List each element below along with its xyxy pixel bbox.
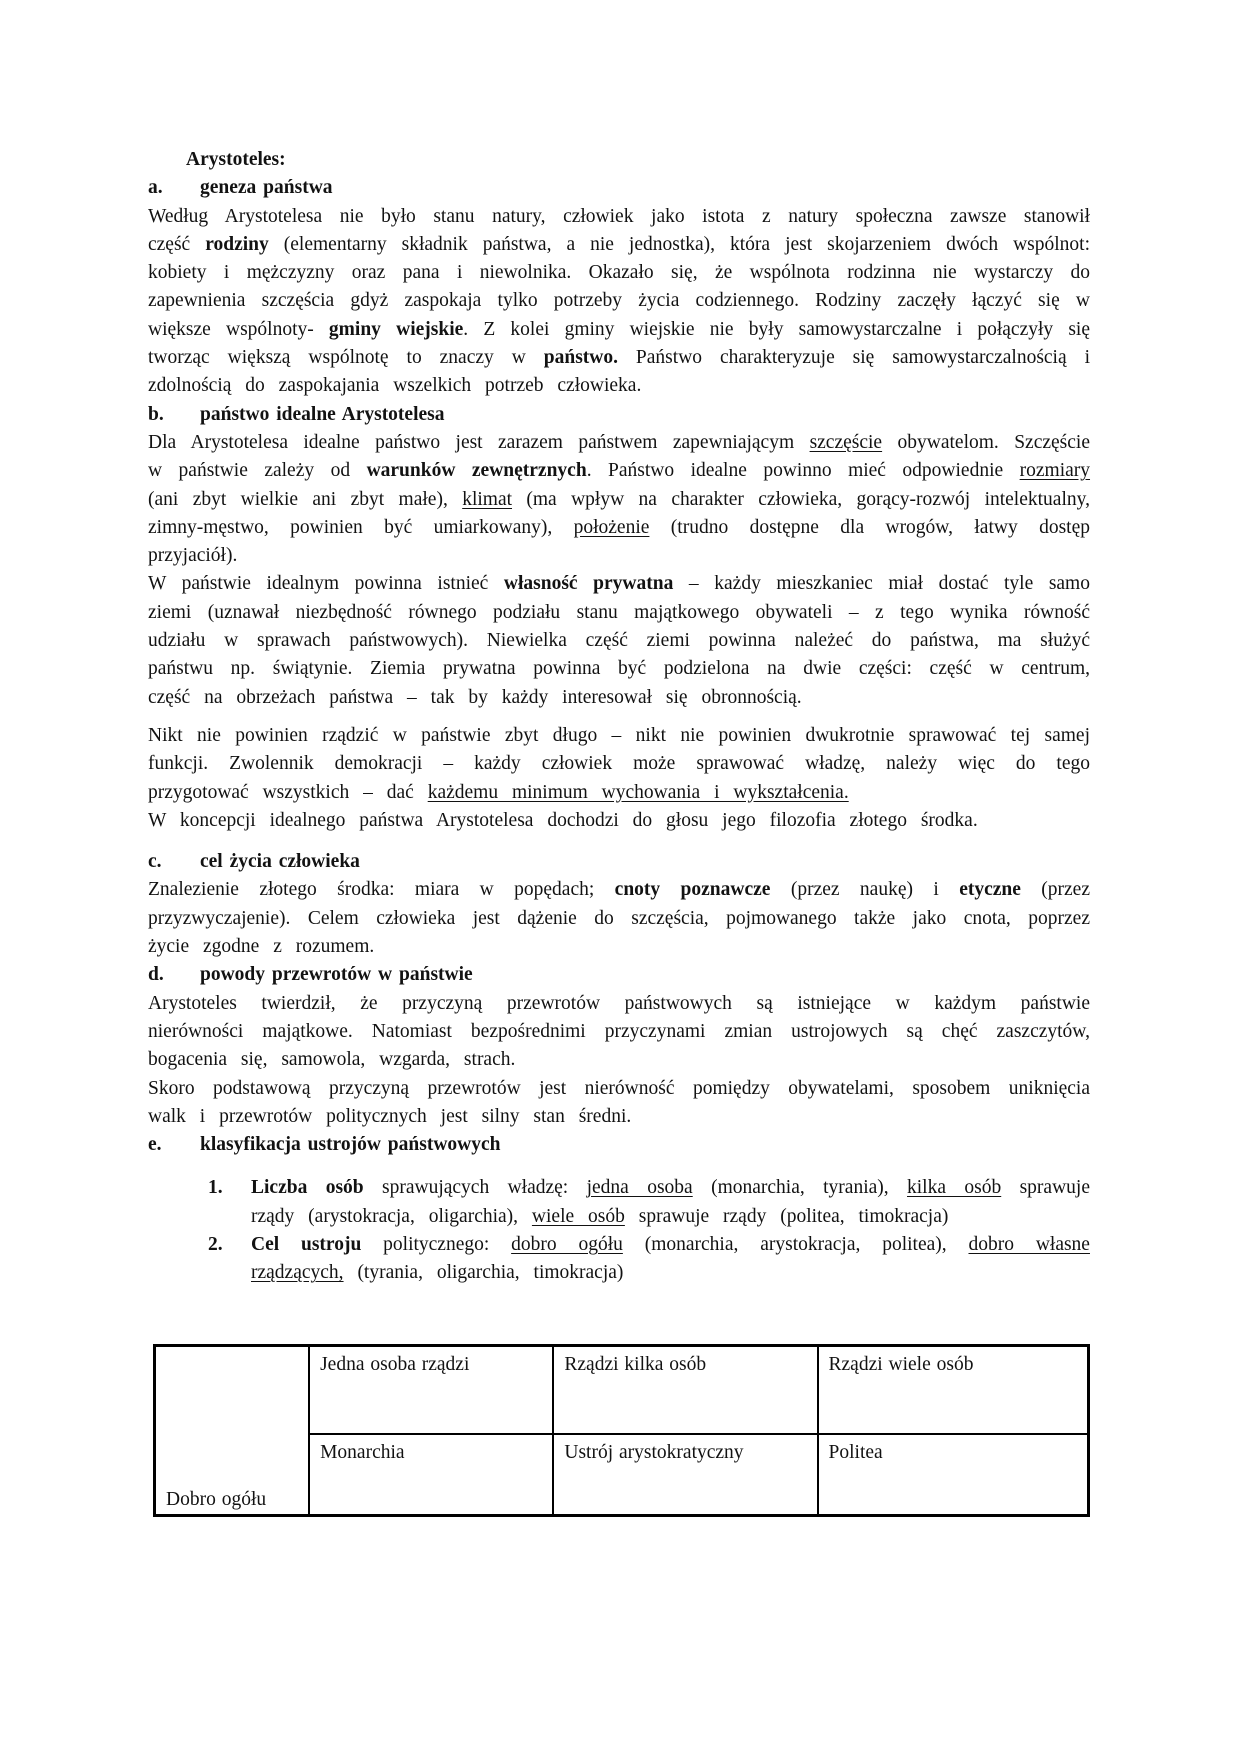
list-item <box>148 1174 1090 1231</box>
list-item-text <box>251 1231 1090 1288</box>
text-segment: wiele osób <box>531 1205 625 1227</box>
section-letter: d. <box>148 964 164 986</box>
text-segment: (przez naukę) i <box>770 879 960 901</box>
text-segment: (tyrania, oligarchia, timokracja) <box>343 1262 624 1284</box>
text-segment: dobro własne rządzących, <box>251 1233 1090 1284</box>
text-segment: własność prywatna <box>503 573 674 595</box>
table-cell: Rządzi kilka osób <box>553 1345 817 1434</box>
text-segment: (przez przyzwyczajenie). Celem człowieka jest dążenie do szczęścia, pojmowanego także jako cnota, poprzez życie zgodne z rozumem. <box>148 879 1090 958</box>
document-content <box>148 174 1090 1516</box>
text-segment: Liczba osób <box>251 1177 364 1199</box>
text-segment: Arystoteles twierdził, że przyczyną przewrotów państwowych są istniejące w każdym państwie nierówności majątkowe. Natomiast bezpośrednimi przyczynami zmian ustrojowych są chęć zaszczytów, bogacenia się, samowola, wzgarda, strach. <box>148 992 1090 1071</box>
section-letter: a. <box>148 177 163 199</box>
text-segment: Skoro podstawową przyczyną przewrotów jest nierówność pomiędzy obywatelami, sposobem uniknięcia walk i przewrotów politycznych jest silny stan średni. <box>148 1077 1090 1127</box>
paragraph <box>148 429 1090 570</box>
section-heading-label: cel życia człowieka <box>200 851 360 873</box>
text-segment: (monarchia, arystokracja, politea), <box>622 1233 969 1255</box>
table-cell: Jedna osoba rządzi <box>309 1345 553 1434</box>
text-segment: rodziny <box>205 233 269 255</box>
section-letter: b. <box>148 403 164 425</box>
text-segment: Państwo charakteryzuje się samowystarczalnością i zdolnością do zaspokajania wszelkich potrzeb człowieka. <box>148 347 1090 397</box>
text-segment: – każdy mieszkaniec miał dostać tyle samo ziemi (uznawał niezbędność równego podziału stanu majątkowego obywateli – z tego wynika równość udziału w sprawach państwowych). Niewielka część ziemi powinna należeć do państwa, ma służyć państwu np. świątynie. Ziemia prywatna powinna być podzielona na dwie części: część w centrum, część na obrzeżach państwa – tak by każdy interesował się obronnością. <box>148 573 1090 708</box>
text-segment: cnoty poznawcze <box>614 879 771 901</box>
text-segment: państwo. <box>543 347 618 369</box>
section-heading <box>148 401 1090 429</box>
section-heading <box>148 1131 1090 1159</box>
text-segment: kilka osób <box>907 1177 1002 1199</box>
list-item-number: 2. <box>208 1233 223 1255</box>
text-segment: szczęście <box>809 431 883 453</box>
text-segment: sprawuje rządy (arystokracja, oligarchia), <box>251 1177 1090 1227</box>
text-segment: (monarchia, tyrania), <box>692 1177 908 1199</box>
text-segment: obywatelom. Szczęście w państwie zależy od <box>148 431 1090 482</box>
classification-table <box>153 1344 1090 1517</box>
paragraph <box>148 722 1090 807</box>
paragraph <box>148 570 1090 711</box>
text-segment: położenie <box>573 516 650 538</box>
paragraph <box>148 203 1090 401</box>
table-cell: Monarchia <box>309 1434 553 1515</box>
list-item-text <box>251 1174 1090 1231</box>
list-item-number: 1. <box>208 1177 223 1199</box>
text-segment: etyczne <box>959 879 1021 901</box>
section-heading-label: geneza państwa <box>200 177 333 199</box>
text-segment: Nikt nie powinien rządzić w państwie zbyt długo – nikt nie powinien dwukrotnie sprawować tej samej funkcji. Zwolennik demokracji – każdy człowiek może sprawować władzę, należy więc do tego przygotować wszystkich – dać <box>148 724 1090 803</box>
section-letter: e. <box>148 1134 162 1156</box>
section-letter: c. <box>148 851 162 873</box>
section-heading-label: powody przewrotów w państwie <box>200 964 473 986</box>
document-content-wrap <box>148 146 1090 1517</box>
text-segment: politycznego: <box>361 1233 512 1255</box>
text-segment: W państwie idealnym powinna istnieć <box>148 573 504 595</box>
text-segment: warunków zewnętrznych <box>366 460 587 482</box>
text-segment: dobro ogółu <box>511 1233 623 1255</box>
text-segment: Cel ustroju <box>251 1233 362 1255</box>
text-segment: klimat <box>462 488 513 510</box>
list-item <box>148 1231 1090 1288</box>
text-segment: (ani zbyt wielkie ani zbyt małe), <box>148 488 463 510</box>
section-heading <box>148 174 1090 202</box>
text-segment: sprawuje rządy (politea, timokracja) <box>624 1205 949 1227</box>
section-heading <box>148 961 1090 989</box>
text-segment: (elementarny składnik państwa, a nie jednostka), która jest skojarzeniem dwóch wspólnot: kobiety i mężczyzny oraz pana i niewolnika. Okazało się, że wspólnota rodzinna nie wystarczy do zapewnienia szczęścia gdyż zaspokaja tylko potrzeby życia codziennego. Rodziny zaczęły łączyć się w większe wspólnoty- <box>148 233 1090 340</box>
text-segment: rozmiary <box>1019 460 1091 482</box>
text-segment: sprawujących władzę: <box>363 1177 587 1199</box>
text-segment: jedna osoba <box>586 1177 693 1199</box>
paragraph <box>148 807 1090 835</box>
text-segment: Według Arystotelesa nie było stanu natury, człowiek jako istota z natury społeczna zawsze stanowił część <box>148 205 1090 255</box>
document-title: Arystoteles: <box>186 149 286 170</box>
text-segment: . Państwo idealne powinno mieć odpowiednie <box>586 460 1020 482</box>
text-segment: gminy wiejskie <box>328 318 464 340</box>
section-heading-label: klasyfikacja ustrojów państwowych <box>200 1134 501 1156</box>
text-segment: Znalezienie złotego środka: miara w popędach; <box>148 879 615 901</box>
paragraph <box>148 876 1090 961</box>
table-corner-cell: Dobro ogółu <box>155 1345 310 1515</box>
text-segment: (ma wpływ na charakter człowieka, gorący-rozwój intelektualny, zimny-męstwo, powinien być umiarkowany), <box>148 488 1090 538</box>
paragraph <box>148 1075 1090 1132</box>
text-segment: Dla Arystotelesa idealne państwo jest zarazem państwem zapewniającym <box>148 431 810 453</box>
table-cell: Politea <box>818 1434 1089 1515</box>
text-segment: W koncepcji idealnego państwa Arystotelesa dochodzi do głosu jego filozofia złotego środka. <box>148 809 978 831</box>
paragraph <box>148 990 1090 1075</box>
text-segment: (trudno dostępne dla wrogów, łatwy dostęp przyjaciół). <box>148 516 1090 567</box>
table-row <box>155 1345 1089 1434</box>
table-cell: Rządzi wiele osób <box>818 1345 1089 1434</box>
text-segment: każdemu minimum wychowania i wykształcenia. <box>427 781 849 803</box>
section-heading-label: państwo idealne Arystotelesa <box>200 403 445 425</box>
text-segment: . Z kolei gminy wiejskie nie były samowystarczalne i połączyły się tworząc większą wspólnotę to znaczy w <box>148 318 1090 369</box>
numbered-list <box>148 1174 1090 1287</box>
section-heading <box>148 848 1090 876</box>
table-cell: Ustrój arystokratyczny <box>553 1434 817 1515</box>
